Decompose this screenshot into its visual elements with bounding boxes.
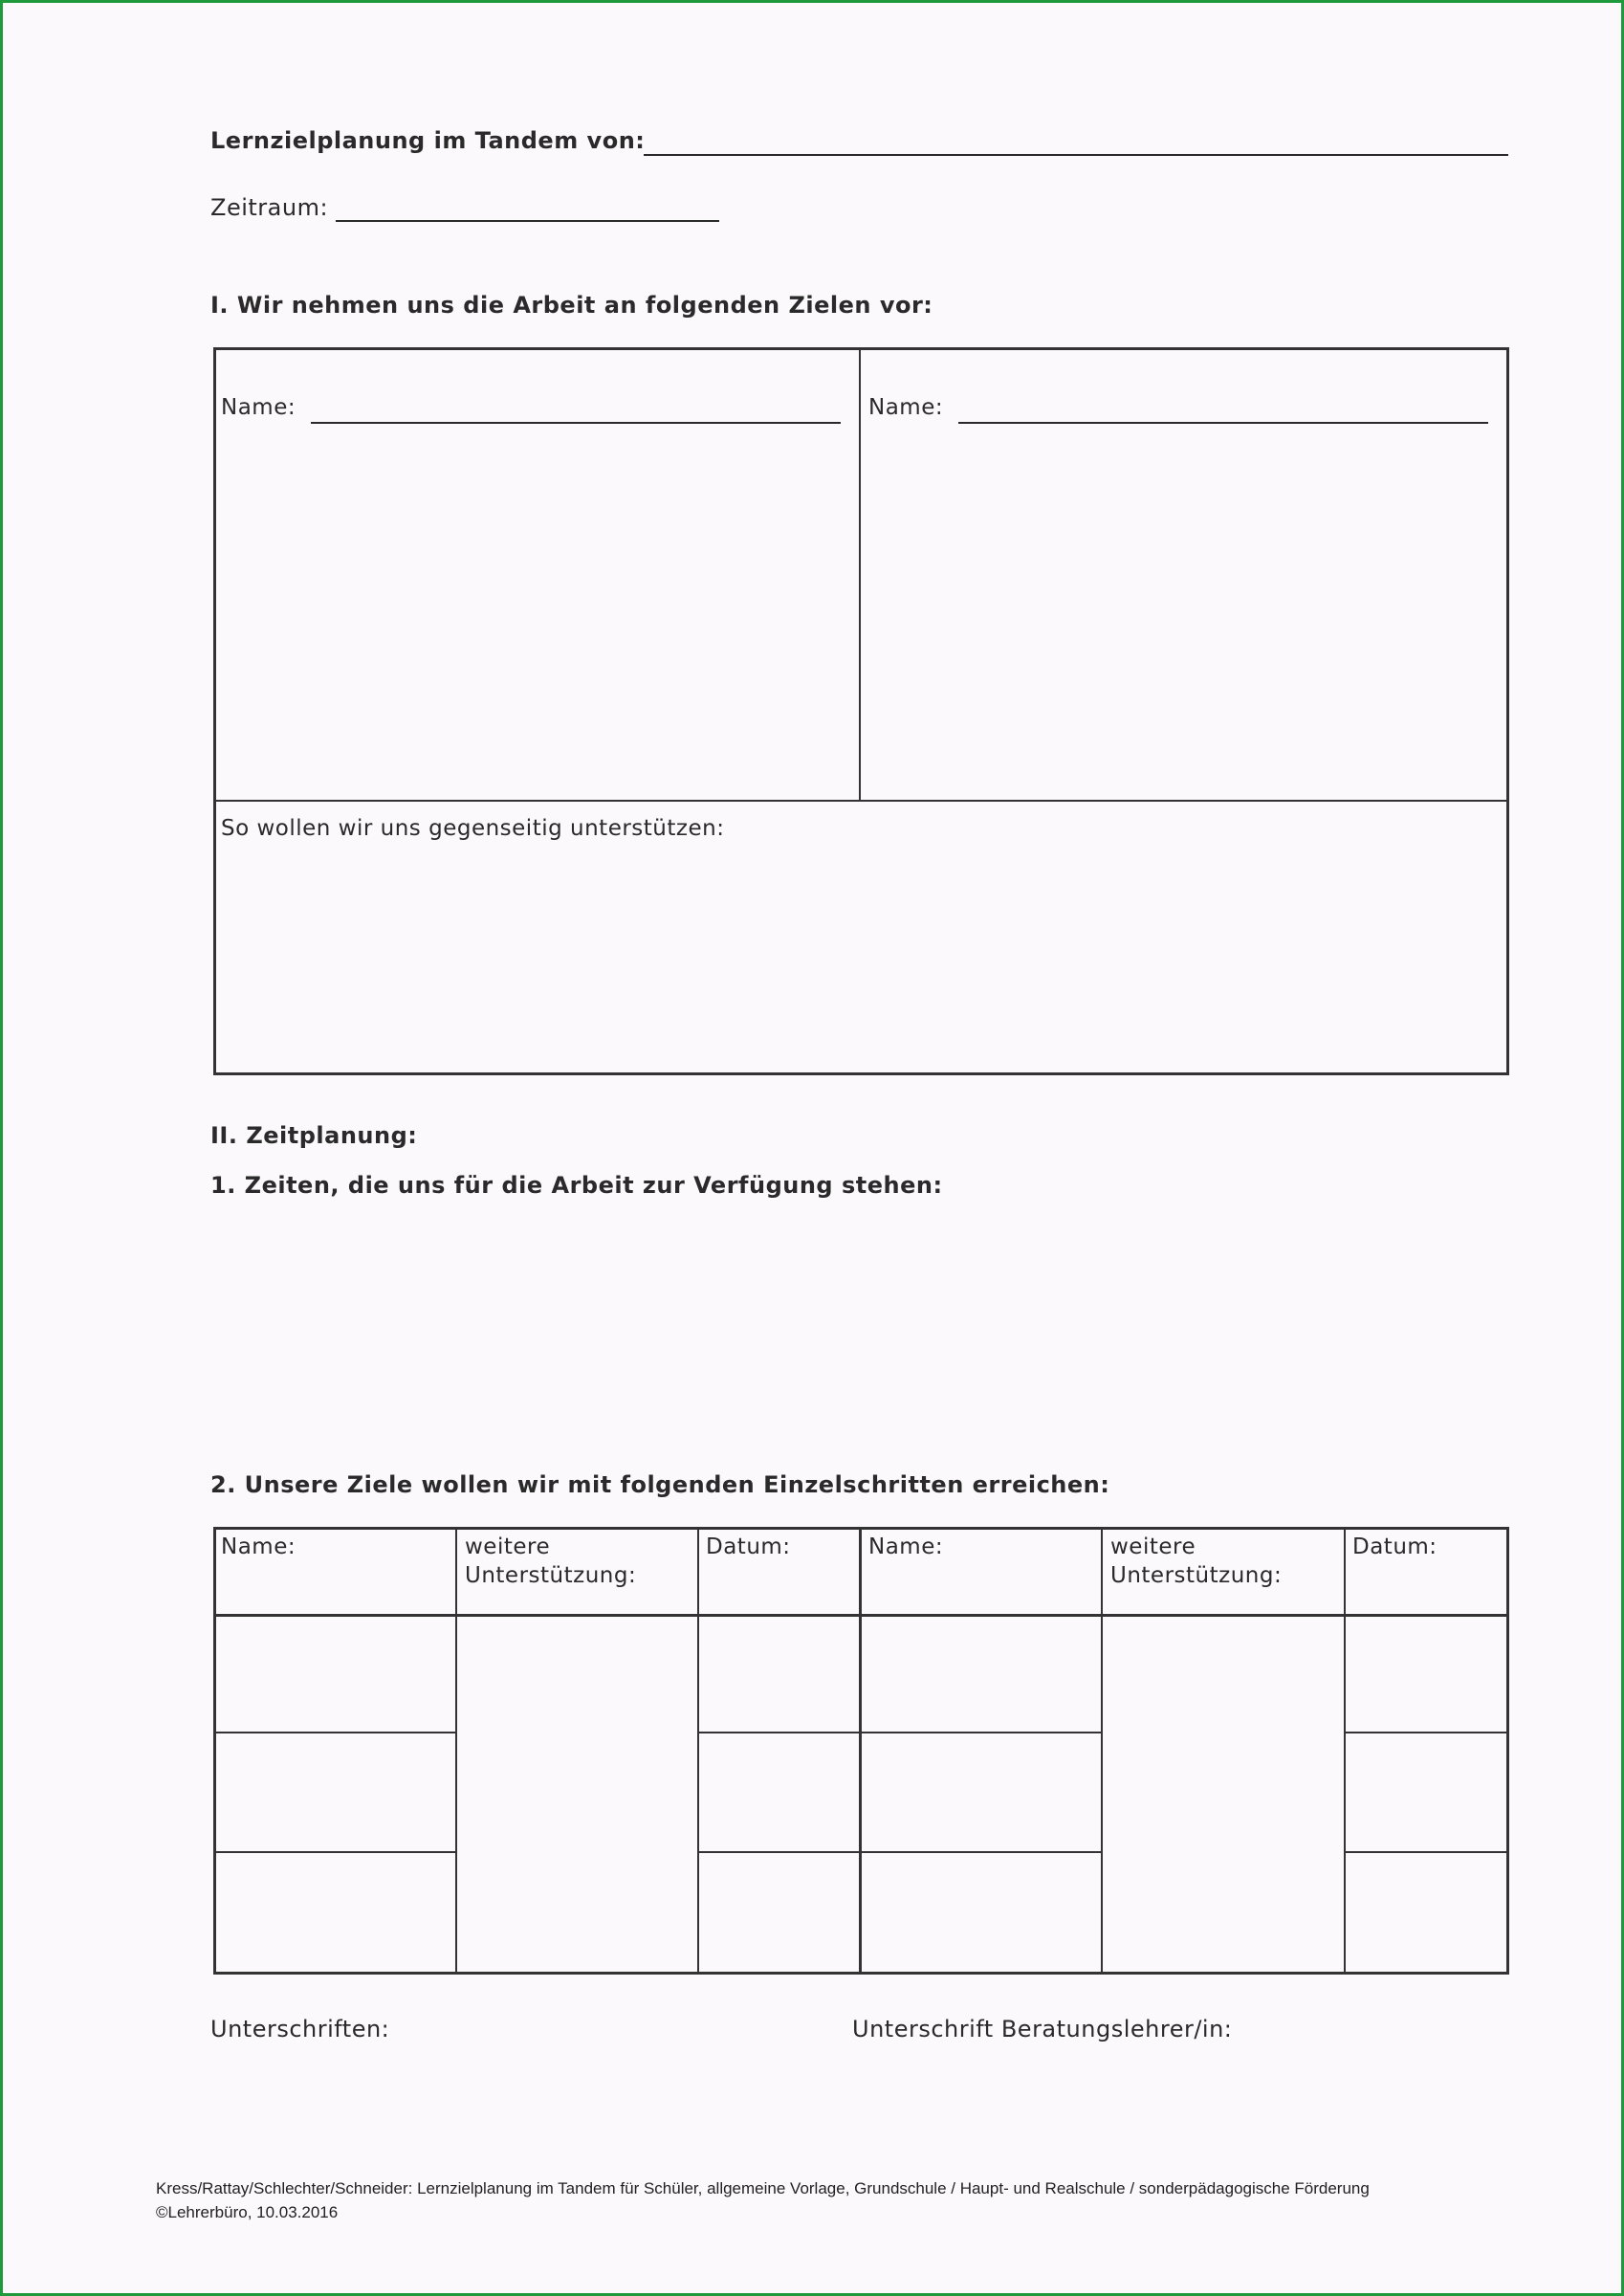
name-left-line[interactable] (311, 422, 841, 424)
steps-row-divider (698, 1732, 859, 1733)
steps-row-divider (698, 1851, 859, 1853)
available-times-heading: 1. Zeiten, die uns für die Arbeit zur Verfügung stehen: (210, 1172, 943, 1199)
steps-header-support-left: weitere Unterstützung: (465, 1534, 637, 1588)
steps-header-name-left: Name: (221, 1534, 296, 1559)
steps-header-date-left: Datum: (706, 1534, 791, 1559)
steps-col-divider-4 (1101, 1529, 1103, 1973)
steps-header-support-right: weitere Unterstützung: (1110, 1534, 1283, 1588)
goals-divider-horizontal (215, 800, 1507, 802)
support-area[interactable] (218, 850, 1504, 1070)
available-times-area[interactable] (210, 1218, 1506, 1438)
steps-header-name-right: Name: (868, 1534, 944, 1559)
tandem-names-line[interactable] (644, 154, 1508, 156)
steps-row-divider (215, 1851, 455, 1853)
steps-header-date-right: Datum: (1352, 1534, 1437, 1559)
plan-title-label: Lernzielplanung im Tandem von: (210, 127, 646, 154)
steps-col-divider-3 (859, 1529, 862, 1973)
steps-row-divider (1345, 1732, 1507, 1733)
zeitraum-line[interactable] (336, 220, 719, 222)
advisor-signature-label: Unterschrift Beratungslehrer/in: (852, 2016, 1233, 2042)
goals-right-area[interactable] (864, 433, 1504, 795)
goals-divider-vertical (859, 349, 861, 801)
section-2-heading: II. Zeitplanung: (210, 1122, 418, 1149)
name-left-label: Name: (221, 395, 296, 420)
steps-row-divider (861, 1732, 1101, 1733)
section-1-heading: I. Wir nehmen uns die Arbeit an folgenden Zielen vor: (210, 292, 933, 319)
name-right-label: Name: (868, 395, 944, 420)
steps-row-divider (861, 1851, 1101, 1853)
steps-row-divider (1345, 1851, 1507, 1853)
footer-citation: Kress/Rattay/Schlechter/Schneider: Lernzielplanung im Tandem für Schüler, allgemeine Vorlage, Grundschule / Haupt- und Realschule / sonderpädagogische Förderung (156, 2179, 1370, 2197)
steps-row-divider (215, 1732, 455, 1733)
steps-col-divider-5 (1344, 1529, 1346, 1973)
steps-col-divider-1 (455, 1529, 457, 1973)
footer-copyright: ©Lehrerbüro, 10.03.2016 (156, 2203, 339, 2221)
steps-heading: 2. Unsere Ziele wollen wir mit folgenden Einzelschritten erreichen: (210, 1471, 1110, 1498)
steps-col-divider-2 (697, 1529, 699, 1973)
goals-left-area[interactable] (218, 433, 854, 795)
signatures-label: Unterschriften: (210, 2016, 390, 2042)
zeitraum-label: Zeitraum: (210, 194, 329, 221)
support-label: So wollen wir uns gegenseitig unterstützen: (221, 816, 725, 841)
name-right-line[interactable] (958, 422, 1488, 424)
